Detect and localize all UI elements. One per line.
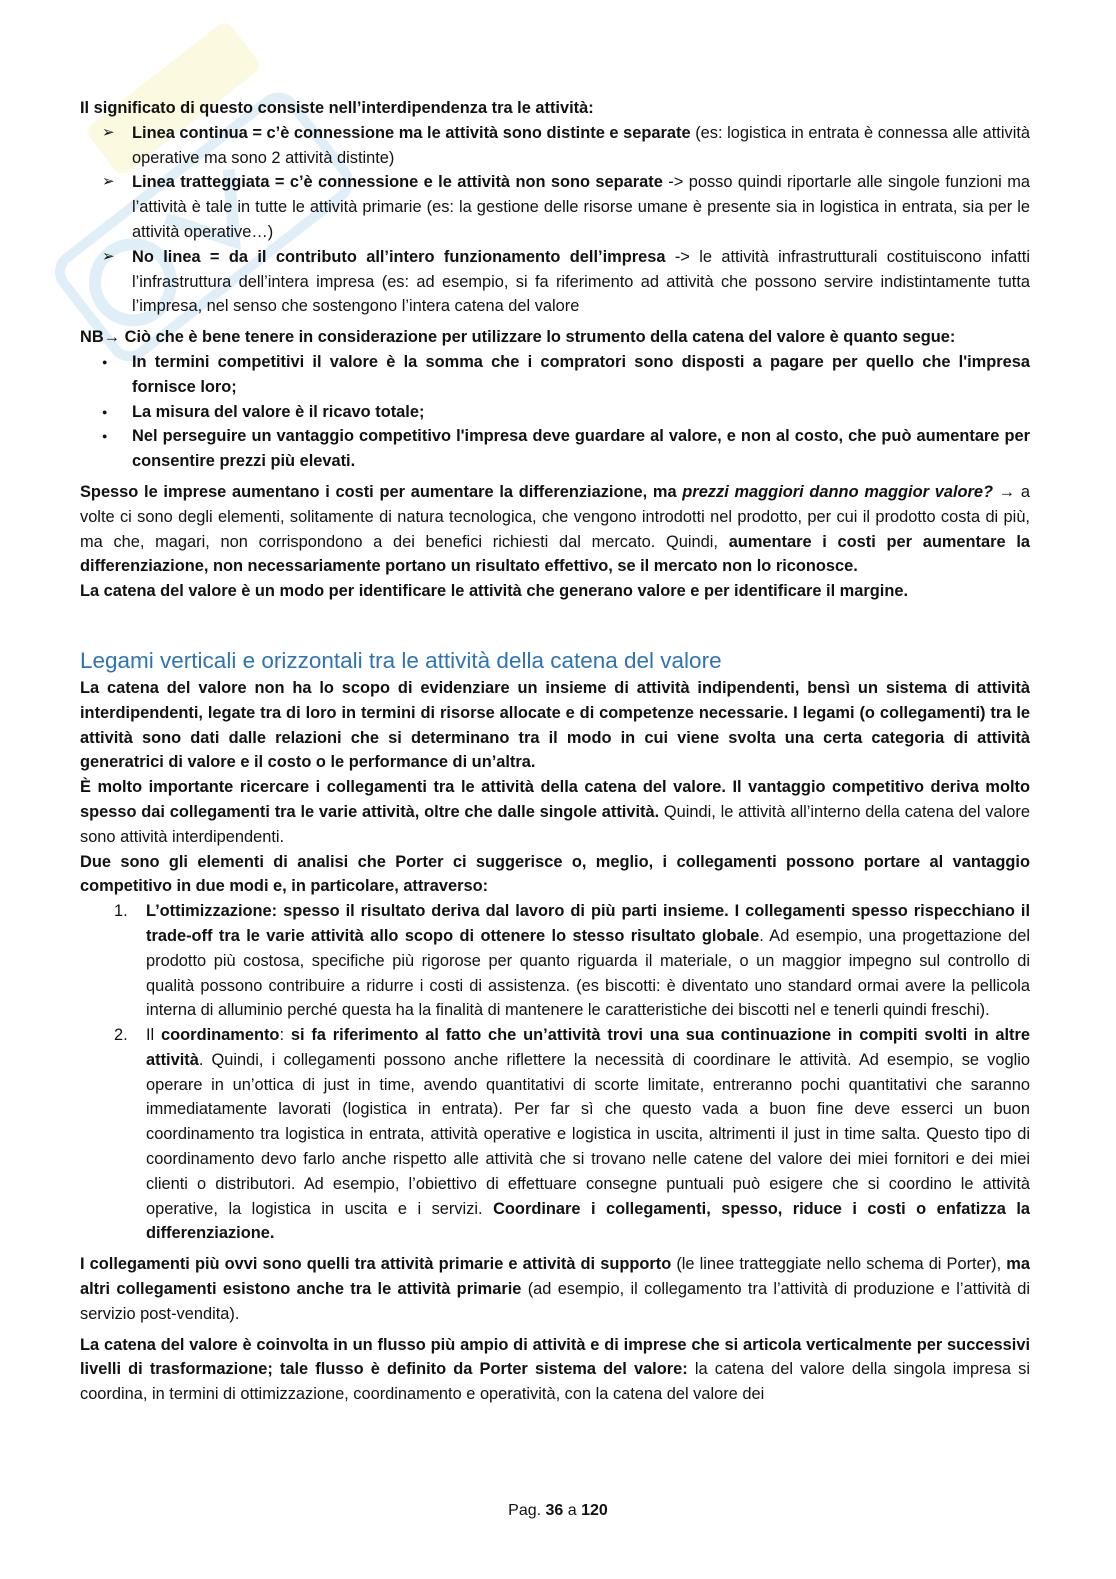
catena-line: La catena del valore è un modo per identificare le attività che generano valore e per identificare il margine. bbox=[80, 582, 908, 601]
dot-bullet-icon: ● bbox=[102, 431, 108, 442]
dot-bullet-icon: ● bbox=[102, 406, 108, 417]
list-item: ● La misura del valore è il ricavo totale; bbox=[132, 400, 1030, 425]
page-footer: Pag. 36 a 120 bbox=[508, 1502, 608, 1519]
page-total: 120 bbox=[581, 1502, 608, 1519]
arrow-bullet-icon: ➢ bbox=[102, 123, 115, 141]
arrow-bullet-icon: ➢ bbox=[102, 247, 115, 265]
legami-paragraph-1: La catena del valore non ha lo scopo di evidenziare un insieme di attività indipendenti, bensì un sistema di attività interdipendenti, legate tra di loro in termini di risorse allocate e di competenze necessarie. I legami (o collegamenti) tra le attività sono dati dalle relazioni che si determinano tra il modo in cui viene svolta una certa categoria di attività generatrici di valore e il costo o le performance di un’altra. bbox=[80, 678, 1030, 772]
flusso-paragraph: La catena del valore è coinvolta in un flusso più ampio di attività e di imprese che si articola verticalmente per successivi livelli di trasformazione; tale flusso è definito da Porter sistema del valore: la catena del valore della singola impresa si coordina, in termini di ottimizzazione, coordinamento e operatività, con la catena del valore dei bbox=[80, 1335, 1030, 1404]
list-item: ➢ No linea = da il contributo all’intero funzionamento dell’impresa -> le attività infrastrutturali costituiscono infatti l’infrastruttura dell’intera impresa (es: ad esempio, si fa riferimento ad attività che possono servire indistintamente tutta l’impresa, nel senso che sostengono l’intera catena del valore bbox=[132, 245, 1030, 319]
list-item: 2. Il coordinamento: si fa riferimento al fatto che un’attività trovi una sua continuazione in compiti svolti in altre attività. Quindi, i collegamenti possono anche riflettere la necessità di coordinare le attività. Ad esempio, se voglio operare in un’ottica di just in time, avendo quantitativi di scorte limitate, entreranno pochi quantitativi che saranno immediatamente lavorati (logistica in entrata). Per far sì che questo vada a buon fine deve esserci un buon coordinamento tra logistica in entrata, attività operative e logistica in uscita, altrimenti il just in time salta. Questo tipo di coordinamento devo farlo anche rispetto alle attività che si trovano nelle catene del valore dei miei fornitori e dei miei clienti o distributori. Ad esempio, l’obiettivo di effettuare consegne puntuali può esigere che si coordino le attività operative, la logistica in uscita e i servizi. Coordinare i collegamenti, spesso, riduce i costi o enfatizza la differenziazione. bbox=[114, 1026, 1031, 1243]
section-heading: Legami verticali e orizzontali tra le attività della catena del valore bbox=[80, 647, 722, 673]
document-body bbox=[80, 96, 1030, 1407]
list-item: ● Nel perseguire un vantaggio competitivo l'impresa deve guardare al valore, e non al costo, che può aumentare per consentire prezzi più elevati. bbox=[132, 424, 1030, 474]
dot-bullet-icon: ● bbox=[102, 356, 108, 367]
list-item: ● In termini competitivi il valore è la somma che i compratori sono disposti a pagare per quello che l'impresa fornisce loro; bbox=[132, 350, 1030, 400]
list-item: 1. L’ottimizzazione: spesso il risultato deriva dal lavoro di più parti insieme. I collegamenti spesso rispecchiano il trade-off tra le varie attività allo scopo di ottenere lo stesso risultato globale. Ad esempio, una progettazione del prodotto più costosa, specifiche più rigorose per quanto riguarda il materiale, o un maggior impegno sul controllo di qualità possono contribuire a ridurre i costi di assistenza. (es biscotti: è diventato uno standard ormai avere la pellicola interna di alluminio perché questa ha la finalità di mantenere le caratteristiche dei biscotti nel e tenerli quindi freschi). bbox=[114, 902, 1030, 1020]
list-item: ➢ Linea continua = c’è connessione ma le attività sono distinte e separate (es: logistica in entrata è connessa alle attività operative ma sono 2 attività distinte) bbox=[132, 121, 1030, 171]
right-arrow-icon: → bbox=[103, 328, 121, 347]
nb-points-list bbox=[80, 350, 1030, 474]
line-types-list bbox=[80, 121, 1030, 319]
arrow-bullet-icon: ➢ bbox=[102, 173, 115, 191]
spesso-paragraph: Spesso le imprese aumentano i costi per aumentare la differenziazione, ma prezzi maggiori danno maggior valore? → a volte ci sono degli elementi, solitamente di natura tecnologica, che vengono introdotti nel prodotto, per cui il prodotto costa di più, ma che, magari, non corrispondono a dei benefici richiesti dal mercato. Quindi, aumentare i costi per aumentare la differenziazione, non necessariamente portano un risultato effettivo, se il mercato non lo riconosce. bbox=[80, 482, 1030, 576]
page-number: 36 bbox=[545, 1502, 564, 1519]
nb-paragraph: NB→ Ciò che è bene tenere in considerazione per utilizzare lo strumento della catena del valore è quanto segue: bbox=[80, 328, 956, 347]
legami-paragraph-2: È molto importante ricercare i collegamenti tra le attività della catena del valore. Il vantaggio competitivo deriva molto spesso dai collegamenti tra le varie attività, oltre che dalle singole attività. Quindi, le attività all’interno della catena del valore sono attività interdipendenti. bbox=[80, 778, 1030, 846]
numbered-list bbox=[80, 899, 1030, 1246]
list-item: ➢ Linea tratteggiata = c’è connessione e le attività non sono separate -> posso quindi riportarle alle singole funzioni ma l’attività è tale in tutte le attività primarie (es: la gestione delle risorse umane è presente sia in logistica in entrata, sia per le attività operative…) bbox=[132, 170, 1030, 244]
right-arrow-icon: → bbox=[993, 482, 1021, 501]
collegamenti-paragraph: I collegamenti più ovvi sono quelli tra attività primarie e attività di supporto (le linee tratteggiate nello schema di Porter), ma altri collegamenti esistono anche tra le attività primarie (ad esempio, il collegamento tra l’attività di produzione e l’attività di servizio post-vendita). bbox=[80, 1255, 1030, 1323]
intro-paragraph: Il significato di questo consiste nell’interdipendenza tra le attività: bbox=[80, 99, 594, 117]
legami-paragraph-3: Due sono gli elementi di analisi che Porter ci suggerisce o, meglio, i collegamenti possono portare al vantaggio competitivo in due modi e, in particolare, attraverso: bbox=[80, 852, 1030, 896]
